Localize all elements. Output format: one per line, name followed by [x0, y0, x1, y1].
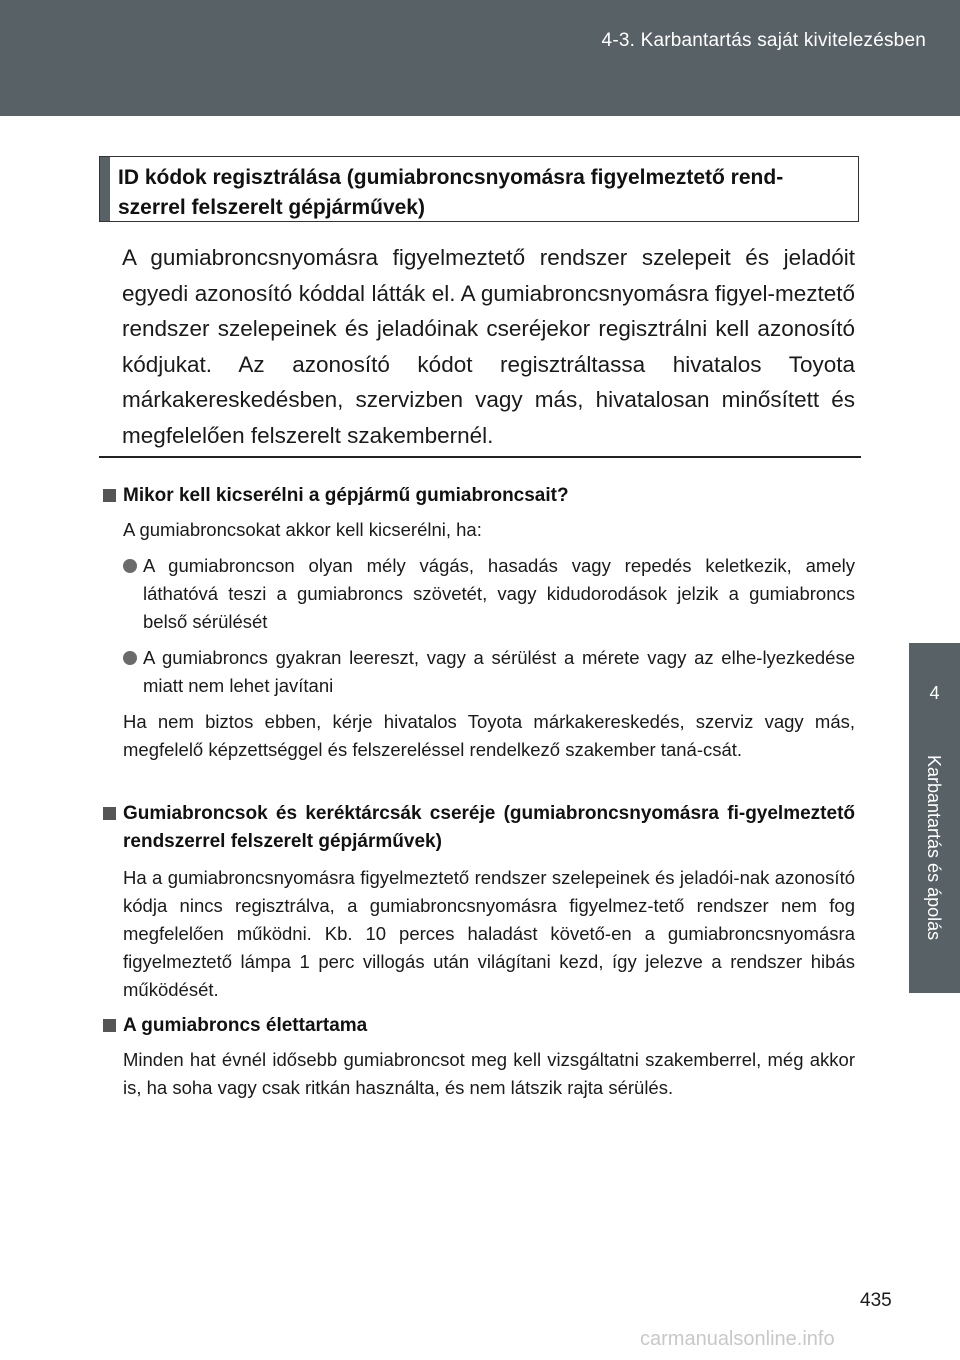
square-bullet-icon	[103, 1019, 116, 1032]
chapter-tab-label: Karbantartás és ápolás	[924, 755, 944, 941]
page-number: 435	[860, 1290, 892, 1311]
section-when-replace	[101, 482, 855, 764]
section-tire-lifetime	[101, 1012, 855, 1102]
section-outro: Ha nem biztos ebben, kérje hivatalos Toyota márkakereskedés, szerviz vagy más, megfelelő képzettséggel és felszereléssel rendelkező szakember taná-csát.	[123, 711, 855, 760]
section-heading: Gumiabroncsok és keréktárcsák cseréje (gumiabroncsnyomásra fi-gyelmeztető rendszerrel felszerelt gépjárművek)	[101, 800, 855, 856]
heading-stripe	[100, 157, 110, 221]
section-tire-wheel-replacement	[101, 800, 855, 1004]
list-item: A gumiabroncson olyan mély vágás, hasadás vagy repedés keletkezik, amely láthatóvá teszi a gumiabroncs szövetét, vagy kidudorodások jelzik a gumiabroncs belső sérülését	[101, 552, 855, 636]
chapter-tab	[909, 743, 960, 993]
section-heading: A gumiabroncs élettartama	[101, 1012, 855, 1040]
section-title: 4-3. Karbantartás saját kivitelezésben	[601, 30, 926, 51]
header-bar	[0, 0, 960, 116]
id-codes-body: A gumiabroncsnyomásra figyelmeztető rendszer szelepeit és jeladóit egyedi azonosító kóddal látták el. A gumiabroncsnyomásra figyel-meztető rendszer szelepeinek és jeladóinak cseréjekor regisztrálni kell azonosító kódjukat. Az azonosító kódot regisztráltassa hivatalos Toyota márkakereskedésben, szervizben vagy más, hivatalosan minősített és megfelelően felszerelt szakembernél.	[122, 245, 855, 448]
section-heading: Mikor kell kicserélni a gépjármű gumiabroncsait?	[101, 482, 855, 510]
square-bullet-icon	[103, 807, 116, 820]
section-body: Minden hat évnél idősebb gumiabroncsot meg kell vizsgáltatni szakemberrel, még akkor is, ha soha vagy csak ritkán használta, és nem látszik rajta sérülés.	[123, 1049, 855, 1098]
divider-line	[99, 456, 861, 458]
section-intro: A gumiabroncsokat akkor kell kicserélni, ha:	[123, 519, 482, 540]
id-codes-heading-box	[99, 156, 859, 222]
chapter-tab-number: 4	[909, 643, 960, 743]
square-bullet-icon	[103, 489, 116, 502]
section-body: Ha a gumiabroncsnyomásra figyelmeztető rendszer szelepeinek és jeladói-nak azonosító kódja nincs regisztrálva, a gumiabroncsnyomásra figyelmez-tető rendszer nem fog megfelelően működni. Kb. 10 perces haladást követő-en a gumiabroncsnyomásra figyelmeztető lámpa 1 perc villogás után világítani kezd, így jelezve a rendszer hibás működését.	[123, 867, 855, 1000]
round-bullet-icon	[123, 651, 137, 665]
list-item: A gumiabroncs gyakran leereszt, vagy a sérülést a mérete vagy az elhe-lyezkedése miatt nem lehet javítani	[101, 644, 855, 700]
watermark: carmanualsonline.info	[640, 1328, 835, 1350]
id-codes-heading: ID kódok regisztrálása (gumiabroncsnyomásra figyelmeztető rend-szerrel felszerelt gépjárművek)	[118, 166, 784, 219]
round-bullet-icon	[123, 559, 137, 573]
